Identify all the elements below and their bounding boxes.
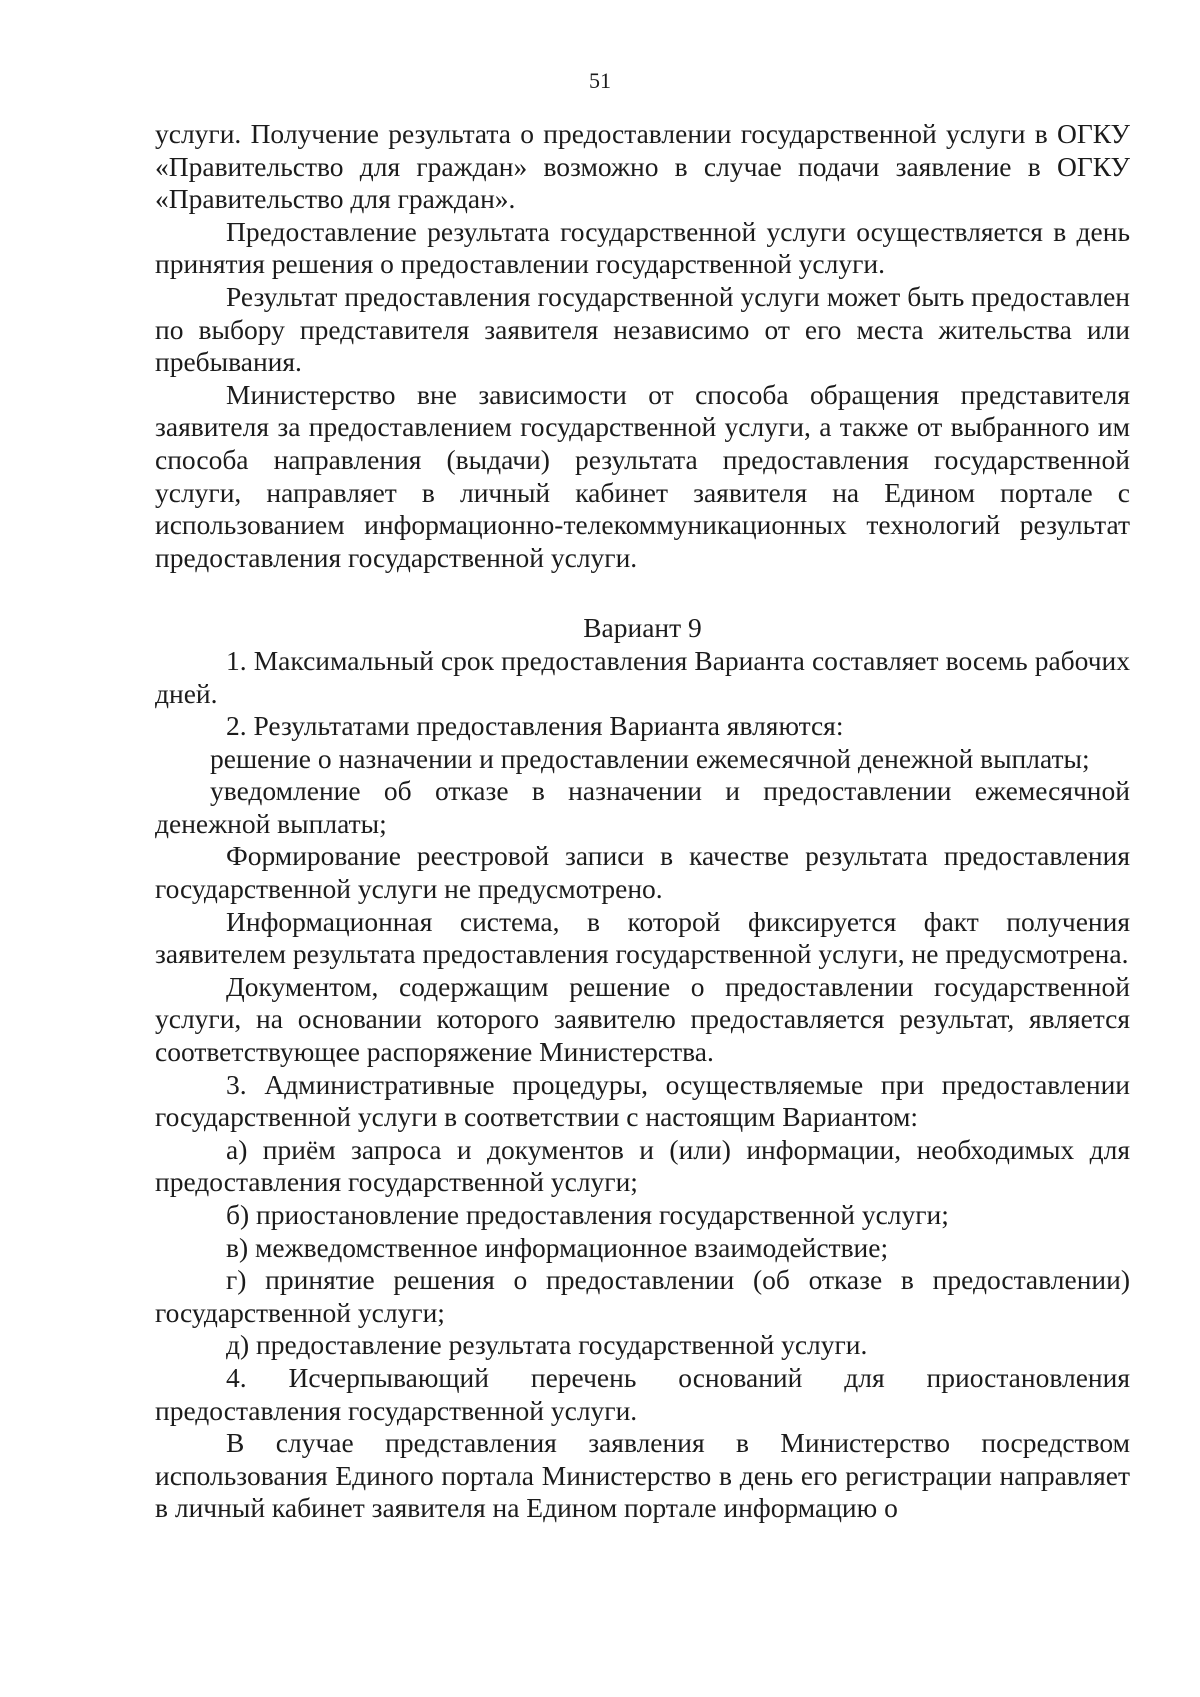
list-item: в) межведомственное информационное взаимодействие; xyxy=(226,1231,889,1263)
paragraph: Формирование реестровой записи в качестве результата предоставления государственной услуги не предусмотрено. xyxy=(155,840,1130,905)
paragraph: Документом, содержащим решение о предоставлении государственной услуги, на основании которого заявителю предоставляется результат, является соответствующее распоряжение Министерства. xyxy=(155,970,1130,1068)
list-item: решение о назначении и предоставлении ежемесячной денежной выплаты; xyxy=(210,742,1090,774)
list-item: г) принятие решения о предоставлении (об отказе в предоставлении) государственной услуги; xyxy=(155,1264,1130,1328)
paragraph: Предоставление результата государственной услуги осуществляется в день принятия решения о предоставлении государственной услуги. xyxy=(155,215,1130,280)
paragraph: услуги. Получение результата о предоставлении государственной услуги в ОГКУ «Правительство для граждан» возможно в случае подачи заявление в ОГКУ «Правительство для граждан». xyxy=(155,118,1130,215)
paragraph: В случае представления заявления в Министерство посредством использования Единого портала Министерство в день его регистрации направляет в личный кабинет заявителя на Едином портале информацию о xyxy=(155,1427,1130,1524)
paragraph: 4. Исчерпывающий перечень оснований для приостановления предоставления государственной услуги. xyxy=(155,1361,1130,1426)
page-number: 51 xyxy=(589,68,611,93)
paragraph: Министерство вне зависимости от способа обращения представителя заявителя за предоставлением государственной услуги, а также от выбранного им способа направления (выдачи) результата предоставления государственной услуги, направляет в личный кабинет заявителя на Едином портале с использованием информационно-телекоммуникационных технологий результат предоставления государственной услуги. xyxy=(155,378,1130,573)
list-item: б) приостановление предоставления государственной услуги; xyxy=(226,1199,949,1230)
list-item: д) предоставление результата государственной услуги. xyxy=(226,1329,868,1361)
paragraph: 1. Максимальный срок предоставления Варианта составляет восемь рабочих дней. xyxy=(155,644,1130,709)
paragraph: Информационная система, в которой фиксируется факт получения заявителем результата предоставления государственной услуги, не предусмотрена. xyxy=(155,905,1130,970)
list-item: уведомление об отказе в назначении и предоставлении ежемесячной денежной выплаты; xyxy=(155,775,1130,839)
paragraph: 2. Результатами предоставления Варианта являются: xyxy=(226,710,844,742)
list-item: а) приём запроса и документов и (или) информации, необходимых для предоставления государственной услуги; xyxy=(155,1133,1130,1198)
variant-heading: Вариант 9 xyxy=(583,612,702,644)
paragraph: Результат предоставления государственной услуги может быть предоставлен по выбору представителя заявителя независимо от его места жительства или пребывания. xyxy=(155,280,1130,378)
document-body xyxy=(155,118,1130,1525)
paragraph: 3. Административные процедуры, осуществляемые при предоставлении государственной услуги в соответствии с настоящим Вариантом: xyxy=(155,1068,1130,1133)
